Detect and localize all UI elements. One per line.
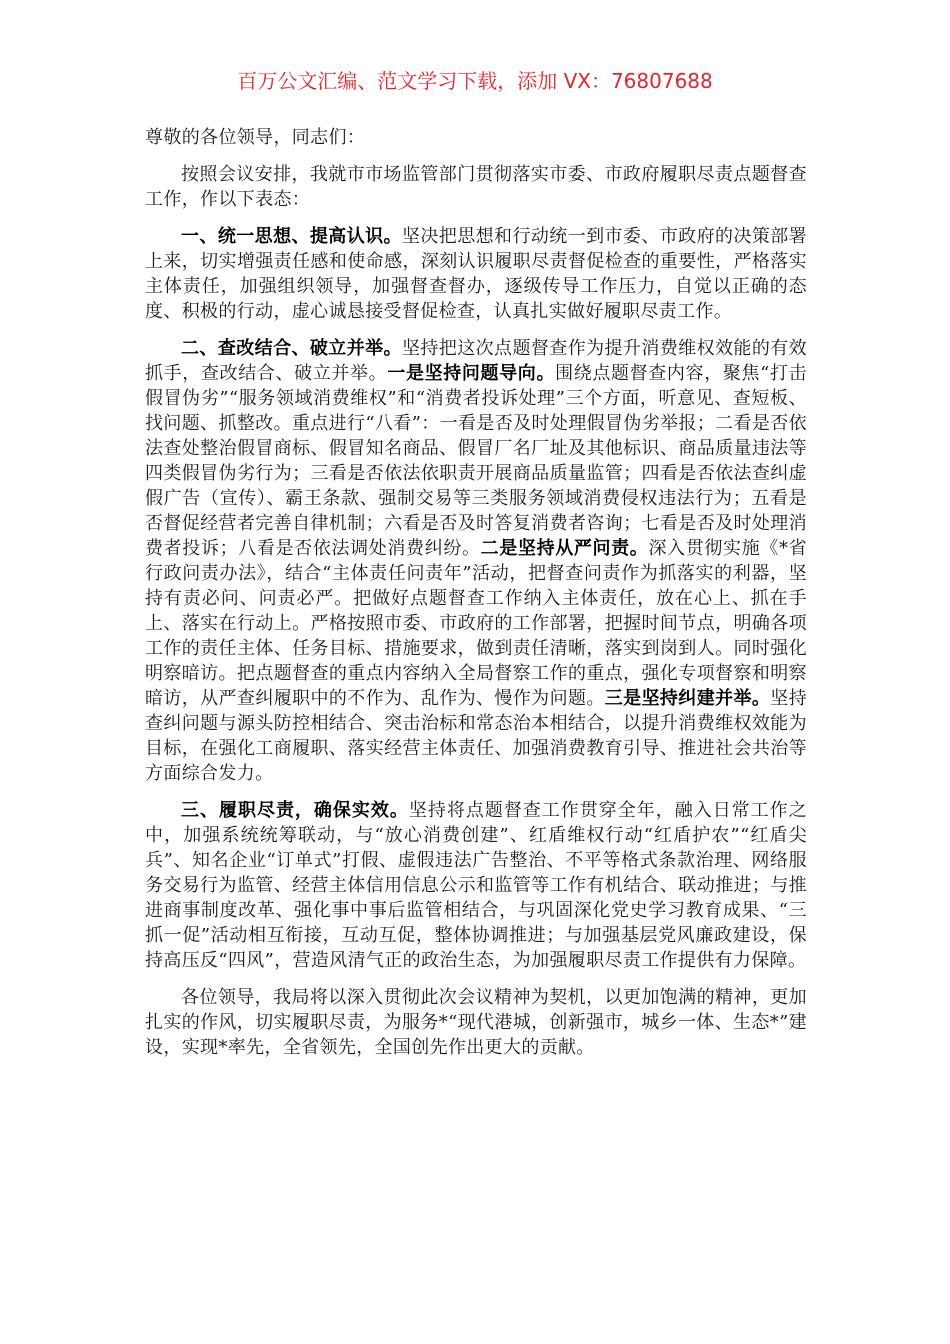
paragraph xyxy=(145,985,807,1060)
bold-heading: 三是坚持纠建并举。 xyxy=(604,688,771,709)
paragraph-text: 围绕点题督查内容，聚焦“打击假冒伪劣”“服务领域消费维权”和“消费者投诉处理”三个方面，听意见、查短板、找问题、抓整改。重点进行“八看”：一看是否及时处理假冒伪劣举报；二看是否依法查处整治假冒商标、假冒知名商品、假冒厂名厂址及其他标识、商品质量违法等四类假冒伪劣行为；三看是否依法依职责开展商品质量监管；四看是否依法查纠虚假广告（宣传）、霸王条款、强制交易等三类服务领域消费侵权违法行为；五看是否督促经营者完善自律机制；六看是否及时答复消费者咨询；七看是否及时处理消费者投诉；八看是否依法调处消费纠纷。 xyxy=(145,363,807,559)
greeting: 尊敬的各位领导，同志们： xyxy=(145,127,366,148)
paragraph-text: 坚决把思想和行动统一到市委、市政府的决策部署上来，切实增强责任感和使命感，深刻认识履职尽责督促检查的重要性，严格落实主体责任，加强组织领导，加强督查督办，逐级传导工作压力，自觉以正确的态度、积极的行动，虚心诚恳接受督促检查，认真扎实做好履职尽责工作。 xyxy=(145,226,807,322)
paragraph-text: 深入贯彻实施《*省行政问责办法》，结合“主体责任问责年”活动，把督查问责作为抓落实的利器，坚持有责必问、问责必严。把做好点题督查工作纳入主体责任，放在心上、抓在手上、落实在行动上。严格按照市委、市政府的工作部署，把握时间节点，明确各项工作的责任主体、任务目标、措施要求，做到责任清晰，落实到岗到人。同时强化明察暗访。把点题督查的重点内容纳入全局督察工作的重点，强化专项督察和明察暗访，从严查纠履职中的不作为、乱作为、慢作为问题。 xyxy=(145,538,807,709)
paragraph xyxy=(145,224,807,324)
paragraph-text: 坚持查纠问题与源头防控相结合、突击治标和常态治本相结合，以提升消费维权效能为目标，在强化工商履职、落实经营主体责任、加强消费教育引导、推进社会共治等方面综合发力。 xyxy=(145,688,808,784)
paragraphs xyxy=(145,162,807,1060)
paragraph xyxy=(145,798,807,973)
paragraph-text: 各位领导，我局将以深入贯彻此次会议精神为契机，以更加饱满的精神，更加扎实的作风，切实履职尽责，为服务*“现代港城，创新强市，城乡一体、生态*”建设，实现*率先，全省领先，全国创先作出更大的贡献。 xyxy=(145,987,807,1058)
bold-heading: 一、统一思想、提高认识。 xyxy=(181,226,402,247)
paragraph xyxy=(145,162,807,212)
bold-heading: 二是坚持从严问责。 xyxy=(480,538,649,559)
paragraph-text: 坚持将点题督查工作贯穿全年，融入日常工作之中，加强系统统筹联动，与“放心消费创建”、红盾维权行动“红盾护农”“红盾尖兵”、知名企业“订单式”打假、虚假违法广告整治、不平等格式条款治理、网络服务交易行为监管、经营主体信用信息公示和监管等工作有机结合、联动推进；与推进商事制度改革、强化事中事后监管相结合，与巩固深化党史学习教育成果、“三抓一促”活动相互衔接，互动互促，整体协调推进；与加强基层党风廉政建设，保持高压反“四风”，营造风清气正的政治生态，为加强履职尽责工作提供有力保障。 xyxy=(145,800,807,971)
bold-heading: 一是坚持问题导向。 xyxy=(387,363,556,384)
paragraph-text: 按照会议安排，我就市市场监管部门贯彻落实市委、市政府履职尽责点题督查工作，作以下表态： xyxy=(145,164,807,210)
watermark-banner: 百万公文汇编、范文学习下载，添加 VX：76807688 xyxy=(237,69,713,93)
bold-heading: 二、查改结合、破立并举。 xyxy=(181,338,402,359)
bold-heading: 三、履职尽责，确保实效。 xyxy=(181,800,409,821)
document-body xyxy=(145,125,807,1072)
paragraph xyxy=(145,336,807,786)
paragraph-text: 坚持把这次点题督查作为提升消费维权效能的有效抓手，查改结合、破立并举。 xyxy=(145,338,807,384)
